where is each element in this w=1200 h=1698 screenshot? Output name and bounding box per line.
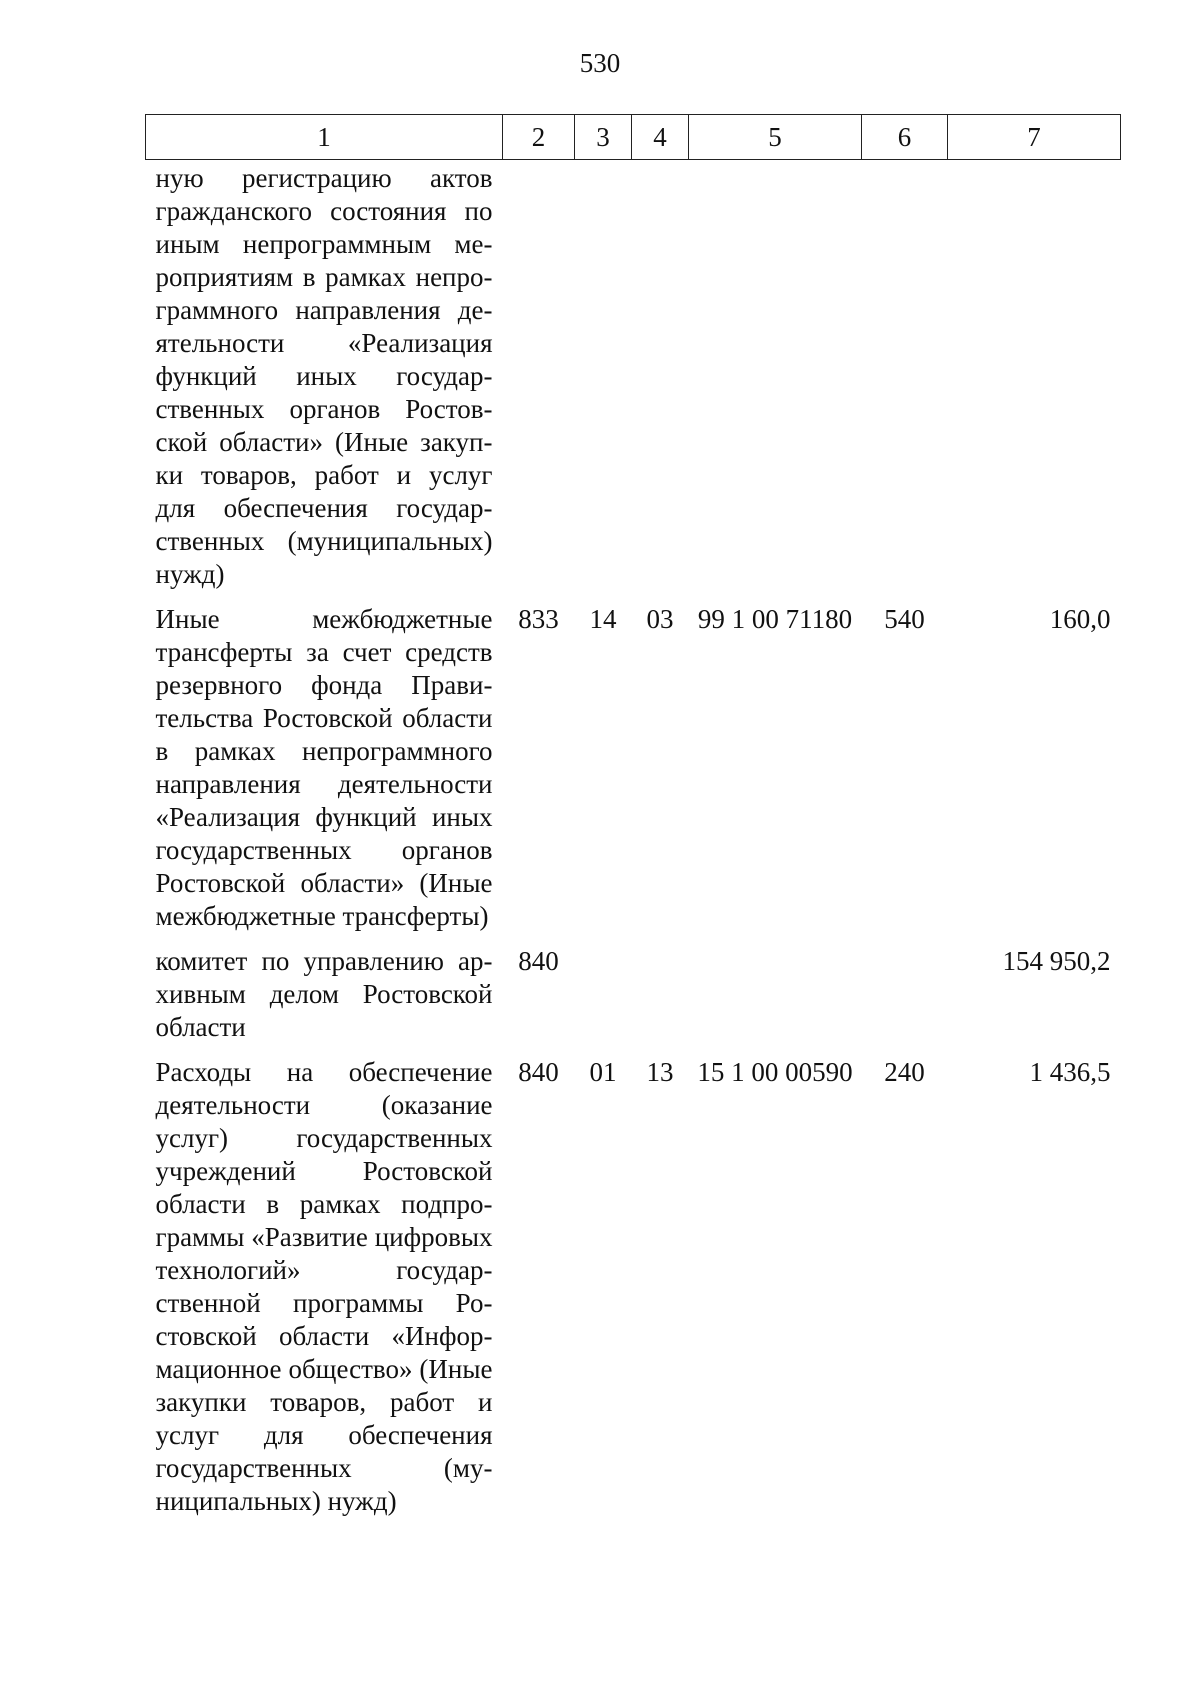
row-target-article bbox=[689, 160, 862, 604]
header-col-6: 6 bbox=[862, 115, 948, 160]
row-target-article: 99 1 00 71180 bbox=[697, 604, 853, 634]
row-ministry bbox=[503, 160, 575, 604]
header-row bbox=[146, 115, 1121, 160]
row-section: 01 bbox=[589, 1057, 617, 1087]
row-section bbox=[575, 945, 632, 1056]
row-expense-type: 540 bbox=[884, 604, 925, 634]
row-section: 14 bbox=[589, 604, 617, 634]
row-expense-type bbox=[862, 160, 948, 604]
row-amount: 154 950,2 bbox=[1002, 946, 1111, 976]
row-amount bbox=[948, 160, 1121, 604]
row-section bbox=[575, 160, 632, 604]
row-ministry: 833 bbox=[518, 604, 559, 634]
row-target-article bbox=[689, 945, 862, 1056]
budget-table bbox=[145, 114, 1121, 1530]
row-subsection bbox=[632, 160, 689, 604]
header-col-5: 5 bbox=[689, 115, 862, 160]
table-row bbox=[146, 1056, 1121, 1530]
row-expense-type bbox=[862, 945, 948, 1056]
table-row bbox=[146, 160, 1121, 604]
header-col-3: 3 bbox=[575, 115, 632, 160]
header-col-7: 7 bbox=[948, 115, 1121, 160]
row-expense-type: 240 bbox=[884, 1057, 925, 1087]
row-subsection: 03 bbox=[646, 604, 674, 634]
header-col-1: 1 bbox=[146, 115, 503, 160]
header-col-4: 4 bbox=[632, 115, 689, 160]
row-ministry: 840 bbox=[518, 946, 559, 976]
header-col-2: 2 bbox=[503, 115, 575, 160]
row-description: ную регистрацию актов гражданского состояния по иным непрограммным мероприятиям в рамках непрограммного направления деятельности «Реализация функций иных государственных органов Ростовской области» (Иные закупки товаров, работ и услуг для обеспечения государственных (муниципальных) нужд) bbox=[155, 163, 493, 589]
page-number: 530 bbox=[579, 48, 621, 78]
row-ministry: 840 bbox=[518, 1057, 559, 1087]
table-body bbox=[146, 160, 1121, 1531]
table-header bbox=[146, 115, 1121, 160]
row-description: Расходы на обеспечение деятельности (оказание услуг) государственных учреждений Ростовской области в рамках подпрограммы «Развитие цифровых технологий» государственной программы Ростовской области «Информационное общество» (Иные закупки товаров, работ и услуг для обеспечения государственных (муниципальных) нужд) bbox=[155, 1057, 493, 1516]
row-amount: 1 436,5 bbox=[1029, 1057, 1111, 1087]
row-subsection bbox=[632, 945, 689, 1056]
table-row bbox=[146, 945, 1121, 1056]
row-description: Иные межбюджетные трансферты за счет средств резервного фонда Правительства Ростовской области в рамках непрограммного направления деятельности «Реализация функций иных государственных органов Ростовской области» (Иные межбюджетные трансферты) bbox=[155, 604, 493, 931]
row-subsection: 13 bbox=[646, 1057, 674, 1087]
row-description: комитет по управлению архивным делом Ростовской области bbox=[155, 946, 493, 1042]
row-amount: 160,0 bbox=[1049, 604, 1111, 634]
row-target-article: 15 1 00 00590 bbox=[697, 1057, 853, 1087]
table-row bbox=[146, 603, 1121, 945]
